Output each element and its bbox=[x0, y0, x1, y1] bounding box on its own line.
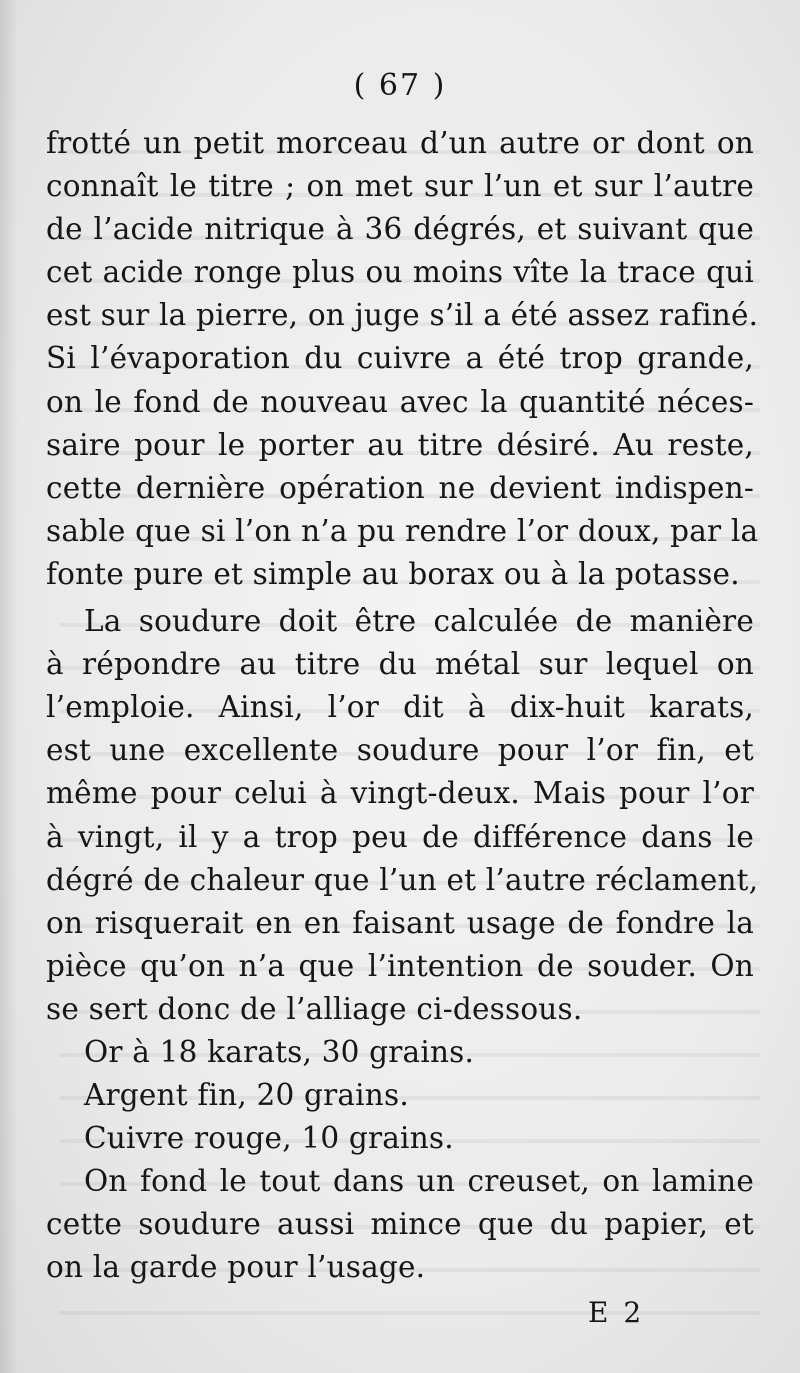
alloy-item-copper: Cuivre rouge, 10 grains. bbox=[84, 1121, 454, 1156]
text-line: est sur la pierre, on juge s’il a été assez rafiné. bbox=[46, 298, 759, 333]
text-line: on la garde pour l’usage. bbox=[46, 1250, 426, 1285]
text-line: On fond le tout dans un creuset, on lamine bbox=[84, 1164, 754, 1199]
text-line: Si l’évaporation du cuivre a été trop grande, bbox=[46, 341, 754, 376]
text-line: pièce qu’on n’a que l’intention de souder. On bbox=[46, 948, 754, 983]
text-line: cette soudure aussi mince que du papier, et bbox=[46, 1207, 754, 1242]
text-line: fonte pure et simple au borax ou à la potasse. bbox=[46, 556, 740, 591]
text-line: connaît le titre ; on met sur l’un et sur l’autre bbox=[46, 169, 754, 204]
signature-mark: E 2 bbox=[588, 1296, 645, 1329]
text-line: sable que si l’on n’a pu rendre l’or doux, par la bbox=[46, 513, 759, 548]
text-line: à répondre au titre du métal sur lequel on bbox=[46, 647, 754, 682]
page-edge-shadow bbox=[0, 0, 18, 1373]
paragraph-3 bbox=[46, 1160, 754, 1289]
body-text bbox=[46, 122, 759, 1290]
text-line: l’emploie. Ainsi, l’or dit à dix-huit karats, bbox=[46, 690, 754, 725]
text-line: est une excellente soudure pour l’or fin, et bbox=[46, 733, 754, 768]
text-line: même pour celui à vingt-deux. Mais pour l’or bbox=[46, 776, 754, 811]
text-line: cet acide ronge plus ou moins vîte la trace qui bbox=[46, 255, 754, 290]
paragraph-1 bbox=[46, 122, 759, 596]
text-line: frotté un petit morceau d’un autre or dont on bbox=[46, 126, 754, 160]
page-number: ( 67 ) bbox=[353, 68, 447, 103]
alloy-list bbox=[46, 1031, 754, 1160]
alloy-item-silver: Argent fin, 20 grains. bbox=[84, 1078, 409, 1113]
text-line: La soudure doit être calculée de manière bbox=[84, 604, 754, 639]
text-line: à vingt, il y a trop peu de différence dans le bbox=[46, 819, 754, 854]
text-line: dégré de chaleur que l’un et l’autre réclament, bbox=[46, 862, 759, 897]
text-line: cette dernière opération ne devient indispen- bbox=[46, 470, 754, 505]
text-line: se sert donc de l’alliage ci-dessous. bbox=[46, 991, 583, 1026]
text-line: de l’acide nitrique à 36 dégrés, et suivant que bbox=[46, 212, 754, 247]
text-line: saire pour le porter au titre désiré. Au reste, bbox=[46, 427, 754, 462]
alloy-item-gold: Or à 18 karats, 30 grains. bbox=[84, 1034, 475, 1069]
text-line: on risquerait en en faisant usage de fondre la bbox=[46, 905, 754, 940]
paragraph-2 bbox=[46, 600, 759, 1031]
text-line: on le fond de nouveau avec la quantité néces- bbox=[46, 384, 754, 419]
